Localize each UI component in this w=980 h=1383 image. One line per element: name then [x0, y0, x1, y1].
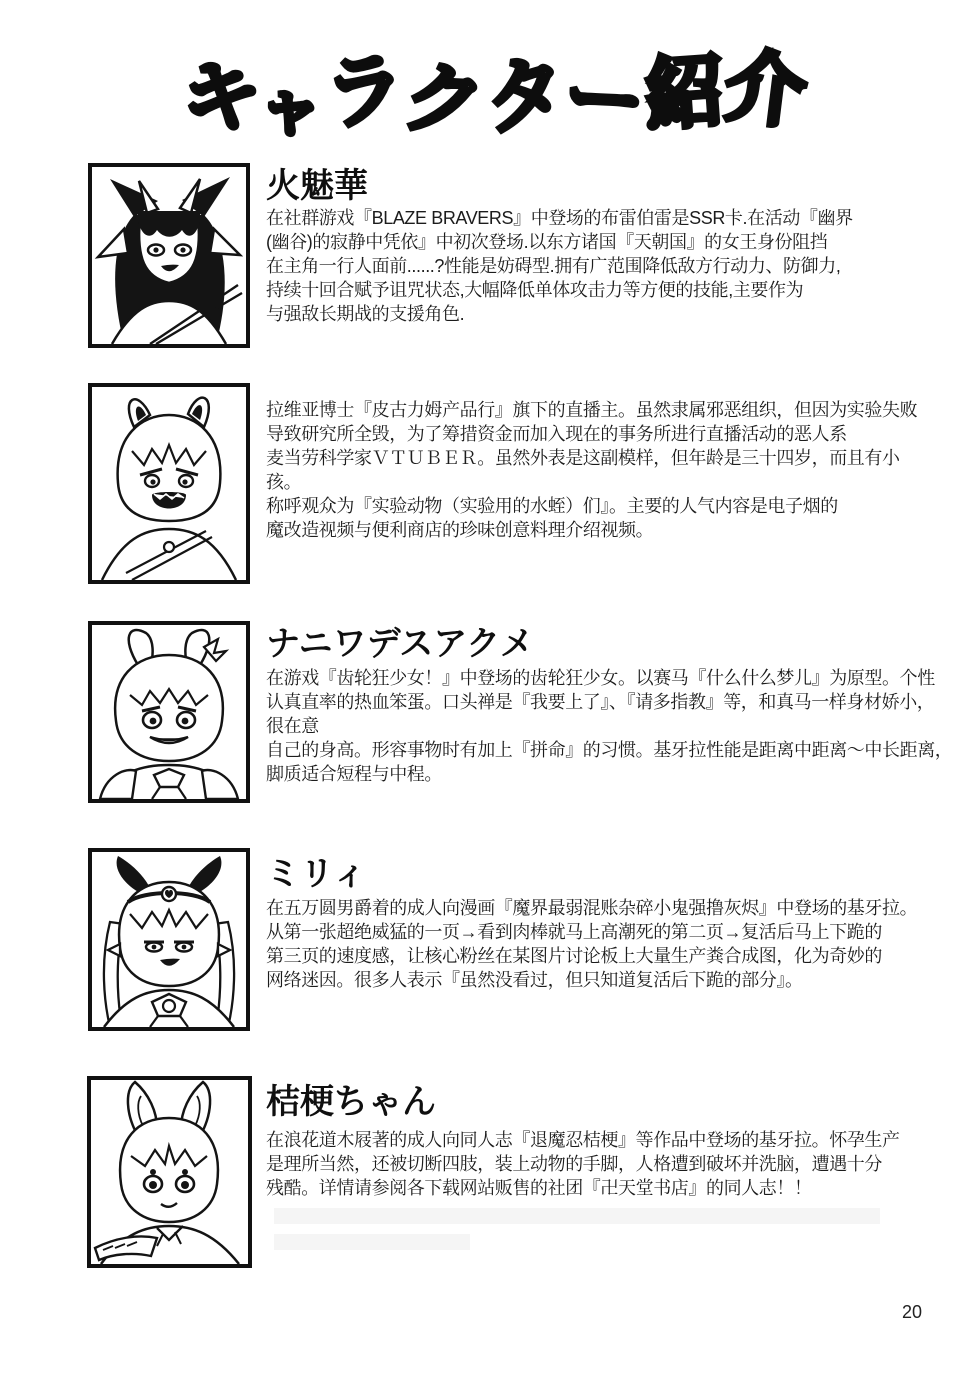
description-line: 孩。: [266, 472, 302, 492]
character-name-himeka: 火魅華: [266, 167, 368, 205]
description-line: 很在意: [266, 716, 319, 736]
fox-girl-line-art: [91, 1080, 248, 1264]
page-number: 20: [902, 1302, 923, 1322]
description-line: 拉维亚博士『皮古力姆产品行』旗下的直播主。虽然隶属邪恶组织，但因为实验失败: [266, 400, 918, 420]
description-line: 称呼观众为『实验动物（实验用的水蛭）们』。主要的人气内容是电子烟的: [266, 496, 838, 516]
description-line: 魔改造视频与便利商店的珍味创意料理介绍视频。: [266, 520, 654, 540]
title-char: ャ: [253, 67, 329, 149]
description-line: 脚质适合短程与中程。: [266, 764, 442, 784]
character-name-naniwa-acme: ナニワデスアクメ: [266, 625, 534, 663]
title-char: ー: [559, 51, 649, 148]
character-description-miry: [266, 896, 976, 992]
description-line: 从第一张超绝威猛的一页→看到肉棒就马上高潮死的第二页→复活后马上下跪的: [266, 922, 882, 942]
description-line: 认真直率的热血笨蛋。口头禅是『我要上了』、『请多指教』等，和真马一样身材娇小，: [266, 692, 935, 712]
description-line: 在游戏『齿轮狂少女！』中登场的齿轮狂少女。以赛马『什么什么梦儿』为原型。个性: [266, 668, 935, 688]
oni-girl-line-art: [92, 167, 246, 344]
character-name-kikyo: 桔梗ちゃん: [266, 1083, 436, 1121]
description-line: 导致研究所全毁，为了筹措资金而加入现在的事务所进行直播活动的恶人系: [266, 424, 847, 444]
title-char: ラ: [321, 43, 409, 140]
description-line: 在五万圆男爵着的成人向漫画『魔界最弱混账杂碎小鬼强撸灰烬』中登场的基牙拉。: [266, 898, 918, 918]
faded-erased-text-line: [274, 1234, 470, 1250]
faded-erased-text-line: [274, 1208, 880, 1224]
description-line: 在主角一行人面前......?性能是妨碍型.拥有广范围降低敌方行动力、防御力,: [266, 256, 841, 276]
character-description-naniwa-acme: [266, 666, 976, 786]
portrait-oni-girl: [88, 163, 250, 348]
character-description-himeka: [266, 206, 972, 326]
character-description-lavia-streamer: [266, 398, 980, 542]
title-char: 介: [720, 40, 811, 139]
page-title: [168, 28, 818, 160]
portrait-kikyo-fox-girl: [87, 1076, 252, 1268]
demon-girl-line-art: [92, 852, 246, 1027]
description-line: 持续十回合赋予诅咒状态,大幅降低单体攻击力等方便的技能,主要作为: [266, 280, 804, 300]
gear-girl-line-art: [92, 625, 246, 799]
portrait-miry-demon: [88, 848, 250, 1031]
description-line: 第三页的速度感，让核心粉丝在某图片讨论板上大量生产粪合成图，化为奇妙的: [266, 946, 882, 966]
description-line: 在浪花道木屐著的成人向同人志『退魔忍桔梗』等作品中登场的基牙拉。怀孕生产: [266, 1130, 900, 1150]
title-char: キ: [175, 47, 268, 148]
description-line: 残酷。详情请参阅各下载网站贩售的社团『卍天堂书店』的同人志！！: [266, 1178, 812, 1198]
description-line: 在社群游戏『BLAZE BRAVERS』中登场的布雷伯雷是SSR卡.在活动『幽界: [266, 208, 853, 228]
description-line: 自己的身高。形容事物时有加上『拼命』的习惯。基牙拉性能是距离中距离～中长距离，: [266, 740, 953, 760]
description-line: 与强敌长期战的支援角色.: [266, 304, 465, 324]
title-char: タ: [480, 46, 571, 145]
description-line: 是理所当然，还被切断四肢，装上动物的手脚，人格遭到破坏并洗脑，遭遇十分: [266, 1154, 882, 1174]
portrait-naniwa-acme: [88, 621, 250, 803]
title-char: ク: [396, 50, 491, 153]
character-description-kikyo: [266, 1128, 976, 1200]
scientist-vtuber-line-art: [92, 387, 246, 580]
portrait-scientist-vtuber: [88, 383, 250, 584]
description-line: 麦当劳科学家ＶＴＵＢＥＲ。虽然外表是这副模样，但年龄是三十四岁，而且有小: [266, 448, 900, 468]
description-line: 网络迷因。很多人表示『虽然没看过，但只知道复活后下跪的部分』。: [266, 970, 803, 990]
description-line: (幽谷)的寂静中凭依』中初次登场.以东方诸国『天朝国』的女王身份阻挡: [266, 232, 828, 252]
character-name-miry: ミリィ: [266, 855, 367, 893]
title-char: 紹: [641, 46, 728, 141]
